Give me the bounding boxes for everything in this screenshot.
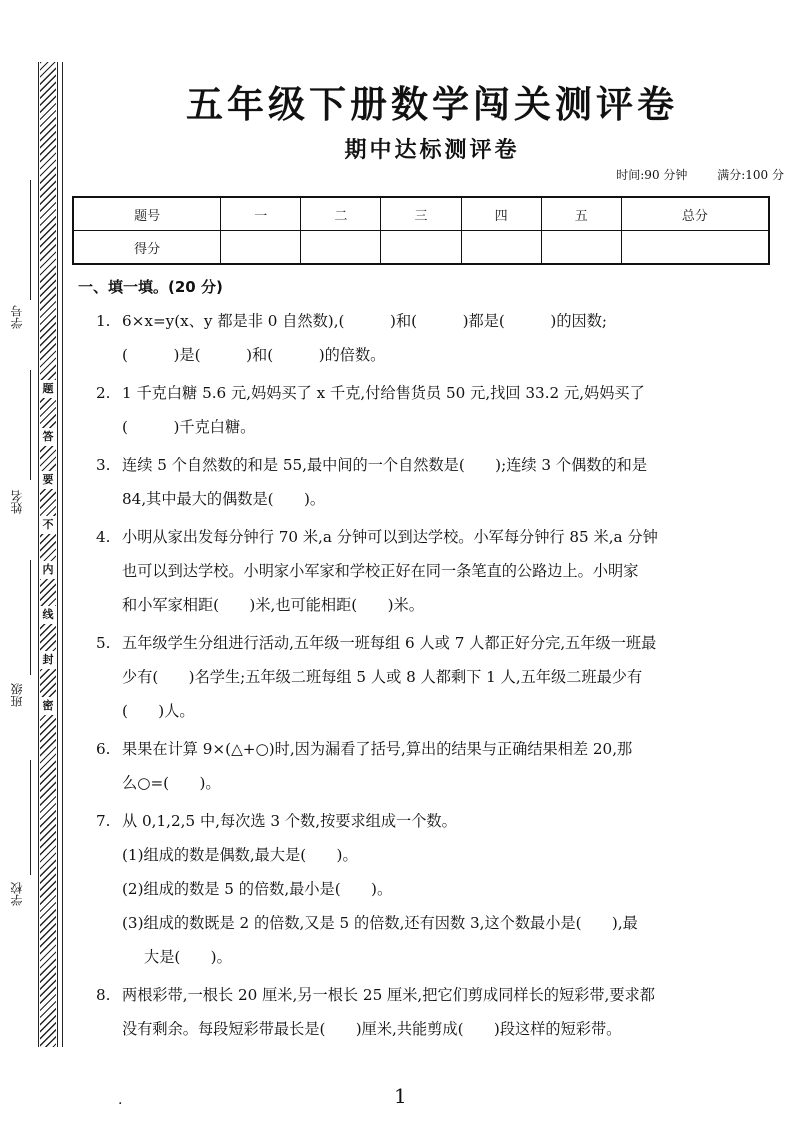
class-line xyxy=(30,560,31,675)
binding-border-inner xyxy=(62,62,63,1047)
question-line: 1 千克白糖 5.6 元,妈妈买了 x 千克,付给售货员 50 元,找回 33.2 元,妈妈买了 xyxy=(122,384,645,402)
question-line: ( )人。 xyxy=(122,702,195,720)
exam-sheet xyxy=(72,0,784,1130)
page-number: 1 xyxy=(394,1084,407,1108)
question-line: 连续 5 个自然数的和是 55,最中间的一个自然数是( );连续 3 个偶数的和是 xyxy=(122,456,648,474)
sub-question: (3)组成的数既是 2 的倍数,又是 5 的倍数,还有因数 3,这个数最小是( ),最 xyxy=(122,914,638,932)
full-score: 满分:100 分 xyxy=(717,168,784,182)
score-table xyxy=(72,196,770,265)
seal-word: 线 xyxy=(40,606,56,624)
question xyxy=(96,978,768,1046)
question xyxy=(96,804,768,974)
question-line: 么○=( )。 xyxy=(122,774,221,792)
section-content xyxy=(96,304,768,1050)
question-number: 7. xyxy=(96,812,111,830)
question-line: 少有( )名学生;五年级二班每组 5 人或 8 人都剩下 1 人,五年级二班最少有 xyxy=(122,668,643,686)
question xyxy=(96,520,768,622)
score-cell xyxy=(221,231,301,265)
sub-question: (1)组成的数是偶数,最大是( )。 xyxy=(122,846,358,864)
exam-subtitle: 期中达标测评卷 xyxy=(344,138,520,163)
score-table-cell: 二 xyxy=(301,197,381,231)
score-table-cell: 得分 xyxy=(73,231,221,265)
student-id-line xyxy=(30,180,31,300)
question-line: ( )千克白糖。 xyxy=(122,418,256,436)
question-line: 没有剩余。每段短彩带最长是( )厘米,共能剪成( )段这样的短彩带。 xyxy=(122,1020,622,1038)
question xyxy=(96,732,768,800)
score-table-cell: 四 xyxy=(461,197,541,231)
seal-word: 密 xyxy=(40,697,56,715)
sub-question: (2)组成的数是 5 的倍数,最小是( )。 xyxy=(122,880,393,898)
question-line: 两根彩带,一根长 20 厘米,另一根长 25 厘米,把它们剪成同样长的短彩带,要求都 xyxy=(122,986,655,1004)
sub-question-continued: 大是( )。 xyxy=(144,948,232,966)
seal-word: 答 xyxy=(40,428,56,446)
score-cell xyxy=(301,231,381,265)
question-number: 3. xyxy=(96,456,111,474)
binding-hatch xyxy=(40,62,56,1047)
school-label: 学校 xyxy=(10,882,24,906)
name-line xyxy=(30,370,31,480)
question xyxy=(96,448,768,516)
seal-word: 封 xyxy=(40,651,56,669)
seal-word: 要 xyxy=(40,471,56,489)
exam-meta xyxy=(590,166,784,183)
score-cell xyxy=(541,231,621,265)
question-number: 2. xyxy=(96,384,111,402)
school-line xyxy=(30,760,31,875)
question-line: 五年级学生分组进行活动,五年级一班每组 6 人或 7 人都正好分完,五年级一班最 xyxy=(122,634,657,652)
question-number: 8. xyxy=(96,986,111,1004)
section-heading: 一、填一填。(20 分) xyxy=(78,278,223,296)
binding-margin xyxy=(0,0,72,1130)
score-cell xyxy=(621,231,769,265)
score-table-cell: 一 xyxy=(221,197,301,231)
question-number: 6. xyxy=(96,740,111,758)
binding-border-left xyxy=(38,62,39,1047)
seal-word: 不 xyxy=(40,516,56,534)
seal-word: 内 xyxy=(40,561,56,579)
student-id-label: 学号 xyxy=(10,305,24,329)
question-line: 也可以到达学校。小明家小军家和学校正好在同一条笔直的公路边上。小明家 xyxy=(122,562,639,580)
seal-word: 题 xyxy=(40,380,56,398)
question-line: 小明从家出发每分钟行 70 米,a 分钟可以到达学校。小军每分钟行 85 米,a 分钟 xyxy=(122,528,658,546)
score-table-cell: 三 xyxy=(381,197,461,231)
question-line: 6×x=y(x、y 都是非 0 自然数),( )和( )都是( )的因数; xyxy=(122,312,608,330)
score-table-cell: 总分 xyxy=(621,197,769,231)
question-line: ( )是( )和( )的倍数。 xyxy=(122,346,386,364)
question-line: 从 0,1,2,5 中,每次选 3 个数,按要求组成一个数。 xyxy=(122,812,457,830)
question xyxy=(96,304,768,372)
name-label: 姓名 xyxy=(10,490,24,514)
exam-title: 五年级下册数学闯关测评卷 xyxy=(186,83,678,126)
question-line: 84,其中最大的偶数是( )。 xyxy=(122,490,326,508)
score-cell xyxy=(461,231,541,265)
time-limit: 时间:90 分钟 xyxy=(616,168,688,182)
score-table-cell: 五 xyxy=(541,197,621,231)
score-table-header-row xyxy=(73,197,769,231)
question-line: 果果在计算 9×(△+○)时,因为漏看了括号,算出的结果与正确结果相差 20,那 xyxy=(122,740,633,758)
question-number: 5. xyxy=(96,634,111,652)
question xyxy=(96,626,768,728)
score-table-score-row xyxy=(73,231,769,265)
score-cell xyxy=(381,231,461,265)
footer-dot: . xyxy=(118,1092,123,1108)
question-number: 4. xyxy=(96,528,111,546)
question-number: 1. xyxy=(96,312,111,330)
question xyxy=(96,376,768,444)
score-table-cell: 题号 xyxy=(73,197,221,231)
binding-border-right xyxy=(57,62,58,1047)
class-label: 班级 xyxy=(10,683,24,707)
question-line: 和小军家相距( )米,也可能相距( )米。 xyxy=(122,596,424,614)
